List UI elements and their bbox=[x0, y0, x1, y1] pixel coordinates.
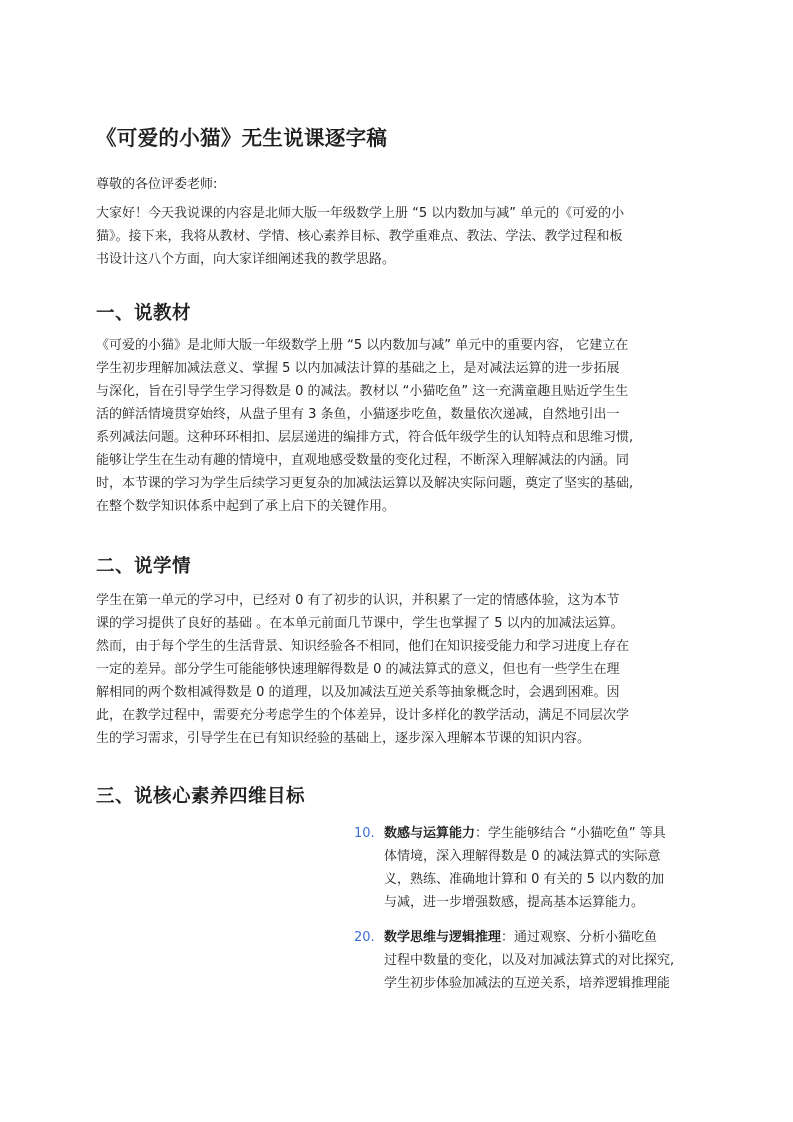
paragraph-line: 时，本节课的学习为学生后续学习更复杂的加减法运算以及解决实际问题，奠定了坚实的基础, bbox=[96, 476, 634, 491]
intro-line: 猫》。接下来，我将从教材、学情、核心素养目标、教学重难点、教法、学法、教学过程和板 bbox=[96, 229, 623, 244]
paragraph-line: 学生初步理解加减法意义、掌握 5 以内加减法计算的基础之上，是对减法运算的进一步拓展 bbox=[96, 361, 620, 376]
paragraph-line: 活的鲜活情境贯穿始终，从盘子里有 3 条鱼，小猫逐步吃鱼，数量依次递减，自然地引出一 bbox=[96, 407, 620, 422]
intro-line: 书设计这八个方面，向大家详细阐述我的教学思路。 bbox=[96, 252, 396, 267]
list-item-line: 体情境，深入理解得数是 0 的减法算式的实际意 bbox=[384, 849, 661, 864]
section-heading-students: 二、说学情 bbox=[96, 556, 192, 577]
paragraph-line: 《可爱的小猫》是北师大版一年级数学上册 “5 以内数加与减” 单元中的重要内容， 它建立在 bbox=[96, 338, 629, 353]
list-item-line: 义，熟练、准确地计算和 0 有关的 5 以内数的加 bbox=[384, 872, 665, 887]
students-paragraph bbox=[96, 589, 629, 750]
intro-paragraph bbox=[96, 202, 624, 271]
intro-line: 大家好！今天我说课的内容是北师大版一年级数学上册 “5 以内数加与减” 单元的《可爱的小 bbox=[96, 206, 625, 221]
list-number: 20. bbox=[354, 930, 375, 945]
section-heading-goals: 三、说核心素养四维目标 bbox=[96, 786, 306, 807]
paragraph-line: 然而，由于每个学生的生活背景、知识经验各不相同，他们在知识接受能力和学习进度上存在 bbox=[96, 639, 630, 654]
list-item-line: 过程中数量的变化，以及对加减法算式的对比探究, bbox=[384, 953, 675, 968]
paragraph-line: 学生在第一单元的学习中，已经对 0 有了初步的认识，并积累了一定的情感体验，这为本节 bbox=[96, 593, 620, 608]
list-item-term: 数学思维与逻辑推理 bbox=[384, 930, 502, 945]
paragraph-line: 解相同的两个数相减得数是 0 的道理，以及加减法互逆关系等抽象概念时，会遇到困难。因 bbox=[96, 685, 620, 700]
paragraph-line: 一定的差异。部分学生可能能够快速理解得数是 0 的减法算式的意义，但也有一些学生在理 bbox=[96, 662, 620, 677]
list-item-text bbox=[384, 822, 666, 914]
list-number: 10. bbox=[354, 826, 375, 841]
list-item-line: 与减，进一步增强数感，提高基本运算能力。 bbox=[384, 895, 645, 910]
paragraph-line: 系列减法问题。这种环环相扣、层层递进的编排方式，符合低年级学生的认知特点和思维习惯, bbox=[96, 430, 634, 445]
paragraph-line: 此，在教学过程中，需要充分考虑学生的个体差异，设计多样化的教学活动，满足不同层次学 bbox=[96, 708, 630, 723]
list-item-line: ：学生能够结合 “小猫吃鱼” 等具 bbox=[475, 826, 666, 841]
list-item-line: ：通过观察、分析小猫吃鱼 bbox=[501, 930, 658, 945]
section-heading-textbook: 一、说教材 bbox=[96, 303, 192, 324]
paragraph-line: 生的学习需求，引导学生在已有知识经验的基础上，逐步深入理解本节课的知识内容。 bbox=[96, 731, 591, 746]
list-item-text bbox=[384, 926, 674, 995]
paragraph-line: 能够让学生在生动有趣的情境中，直观地感受数量的变化过程，不断深入理解减法的内涵。同 bbox=[96, 453, 630, 468]
greeting: 尊敬的各位评委老师: bbox=[96, 177, 218, 192]
textbook-paragraph bbox=[96, 334, 633, 518]
list-item-line: 学生初步体验加减法的互逆关系，培养逻辑推理能 bbox=[384, 976, 671, 991]
paragraph-line: 与深化，旨在引导学生学习得数是 0 的减法。教材以 “小猫吃鱼” 这一充满童趣且贴近学生生 bbox=[96, 384, 629, 399]
paragraph-line: 课的学习提供了良好的基础 。在本单元前面几节课中，学生也掌握了 5 以内的加减法运算。 bbox=[96, 616, 624, 631]
list-item-term: 数感与运算能力 bbox=[384, 826, 476, 841]
document-title: 《可爱的小猫》无生说课逐字稿 bbox=[96, 126, 388, 150]
paragraph-line: 在整个数学知识体系中起到了承上启下的关键作用。 bbox=[96, 499, 396, 514]
